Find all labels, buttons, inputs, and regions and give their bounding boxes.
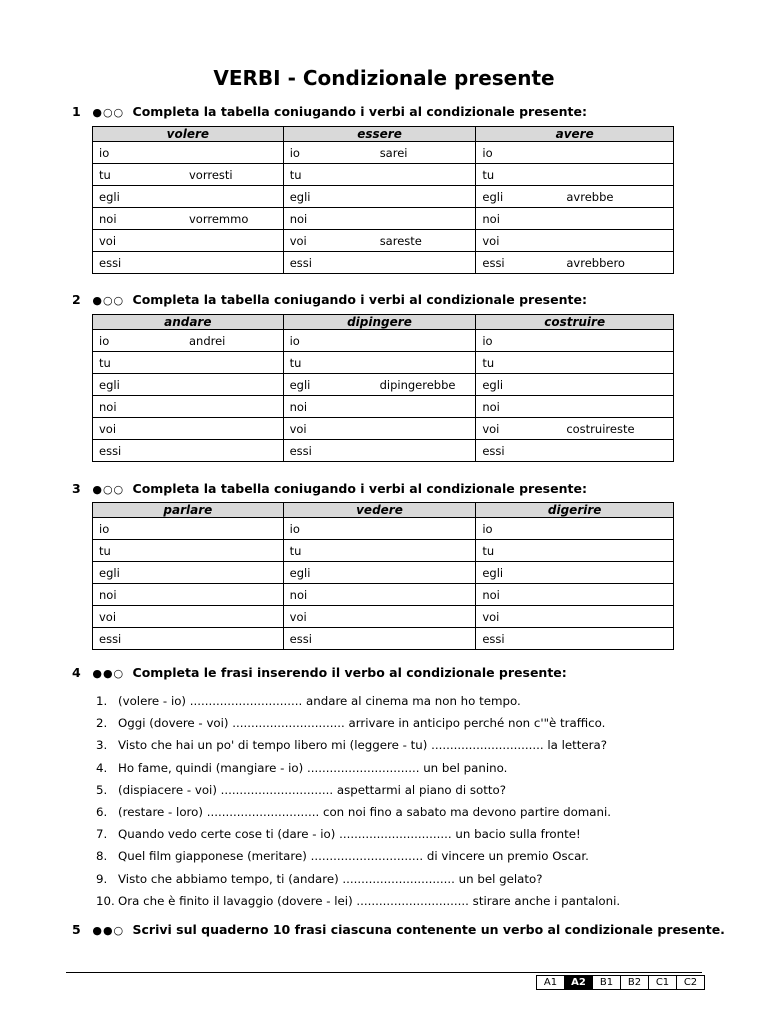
- sentence-text: Ora che è finito il lavaggio (dovere - lei) .............................. stirare anche i pantaloni.: [118, 893, 621, 908]
- pronoun-label: io: [482, 145, 493, 160]
- verb-form: dipingerebbe: [379, 377, 456, 392]
- footer-divider: [66, 972, 702, 973]
- conjugation-cell[interactable]: [283, 142, 476, 164]
- pronoun-label: tu: [99, 355, 111, 370]
- conjugation-cell[interactable]: [93, 186, 284, 208]
- pronoun-label: essi: [289, 255, 312, 270]
- conjugation-cell[interactable]: [283, 628, 476, 650]
- conjugation-cell[interactable]: [283, 540, 476, 562]
- conjugation-cell[interactable]: [283, 418, 476, 440]
- conjugation-table-1: [92, 126, 674, 274]
- sentence-number: 5.: [96, 782, 108, 797]
- pronoun-label: noi: [482, 587, 500, 602]
- pronoun-label: voi: [99, 609, 117, 624]
- level-badge: C2: [676, 976, 704, 989]
- exercise-number: 5: [72, 922, 81, 937]
- sentence-text: Visto che hai un po' di tempo libero mi (leggere - tu) .............................. la lettera?: [118, 738, 607, 753]
- pronoun-label: essi: [99, 443, 122, 458]
- list-item: [96, 734, 620, 756]
- conjugation-cell[interactable]: [283, 230, 476, 252]
- table-header-row: [93, 127, 674, 142]
- difficulty-dots-icon: ●○○: [92, 106, 125, 119]
- exercise-number: 2: [72, 292, 81, 307]
- difficulty-dots-icon: ●○○: [92, 483, 125, 496]
- pronoun-label: tu: [482, 355, 495, 370]
- conjugation-cell[interactable]: [93, 374, 284, 396]
- sentence-number: 9.: [96, 871, 108, 886]
- sentence-number: 1.: [96, 694, 108, 708]
- conjugation-cell[interactable]: [476, 208, 674, 230]
- pronoun-label: io: [99, 333, 110, 348]
- pronoun-label: egli: [289, 565, 311, 580]
- conjugation-cell[interactable]: [93, 540, 284, 562]
- conjugation-cell[interactable]: [93, 142, 284, 164]
- exercise-4-heading: [72, 665, 567, 680]
- pronoun-label: essi: [482, 443, 505, 458]
- table-row: [93, 252, 674, 274]
- pronoun-label: egli: [482, 377, 504, 392]
- pronoun-label: egli: [99, 565, 120, 580]
- pronoun-label: egli: [99, 189, 120, 204]
- pronoun-label: io: [482, 333, 493, 348]
- verb-header: volere: [93, 127, 284, 142]
- conjugation-cell[interactable]: [283, 584, 476, 606]
- verb-header: avere: [476, 127, 674, 142]
- conjugation-cell[interactable]: [476, 540, 674, 562]
- conjugation-cell[interactable]: [93, 252, 284, 274]
- conjugation-cell[interactable]: [476, 330, 674, 352]
- conjugation-cell[interactable]: [283, 562, 476, 584]
- exercise-1-heading: [72, 104, 587, 119]
- pronoun-label: tu: [289, 355, 302, 370]
- list-item: [96, 845, 620, 867]
- level-indicator: [536, 975, 705, 990]
- table-header-row: [93, 315, 674, 330]
- pronoun-label: tu: [289, 167, 302, 182]
- pronoun-label: io: [99, 521, 110, 536]
- verb-header: andare: [93, 315, 284, 330]
- conjugation-cell[interactable]: [476, 562, 674, 584]
- level-badge: A1: [543, 977, 558, 988]
- conjugation-cell[interactable]: [93, 396, 284, 418]
- verb-form: avrebbero: [566, 255, 625, 270]
- conjugation-cell[interactable]: [93, 628, 284, 650]
- list-item: [96, 868, 620, 890]
- sentence-number: 2.: [96, 716, 108, 731]
- conjugation-cell[interactable]: [476, 396, 674, 418]
- pronoun-label: essi: [289, 443, 312, 458]
- sentence-number: 7.: [96, 827, 108, 842]
- level-badge: B2: [620, 976, 648, 989]
- pronoun-label: voi: [482, 233, 500, 248]
- exercise-5-heading: [72, 922, 725, 937]
- sentence-text: (restare - loro) .............................. con noi fino a sabato ma devono partire domani.: [118, 804, 612, 819]
- exercise-number: 4: [72, 665, 81, 680]
- pronoun-label: noi: [289, 211, 308, 226]
- conjugation-cell[interactable]: [476, 418, 674, 440]
- table-row: [93, 142, 674, 164]
- sentence-text: Quel film giapponese (meritare) .............................. di vincere un premio Oscar.: [118, 849, 589, 864]
- table-header-row: [93, 503, 674, 518]
- conjugation-table-2: [92, 314, 674, 462]
- list-item: [96, 690, 620, 712]
- conjugation-cell[interactable]: [476, 628, 674, 650]
- level-badge: B1: [592, 976, 620, 989]
- conjugation-cell[interactable]: [93, 518, 284, 540]
- verb-form: avrebbe: [566, 189, 614, 204]
- pronoun-label: voi: [99, 421, 117, 436]
- conjugation-table-3: [92, 502, 674, 650]
- conjugation-cell[interactable]: [93, 562, 284, 584]
- conjugation-cell[interactable]: [93, 352, 284, 374]
- verb-form: sareste: [379, 233, 422, 248]
- pronoun-label: egli: [289, 189, 311, 204]
- conjugation-cell[interactable]: [283, 352, 476, 374]
- conjugation-cell[interactable]: [283, 606, 476, 628]
- table-row: [93, 352, 674, 374]
- pronoun-label: essi: [99, 255, 122, 270]
- conjugation-cell[interactable]: [93, 208, 284, 230]
- conjugation-cell[interactable]: [283, 330, 476, 352]
- pronoun-label: io: [289, 521, 300, 536]
- conjugation-cell[interactable]: [283, 186, 476, 208]
- sentence-text: Oggi (dovere - voi) .............................. arrivare in anticipo perché non c'"è traffico.: [118, 716, 606, 731]
- conjugation-cell[interactable]: [476, 352, 674, 374]
- sentence-text: Quando vedo certe cose ti (dare - io) .............................. un bacio sulla fronte!: [118, 827, 581, 842]
- sentence-number: 10.: [96, 893, 115, 908]
- pronoun-label: essi: [482, 255, 505, 270]
- pronoun-label: voi: [289, 421, 307, 436]
- pronoun-label: tu: [482, 543, 495, 558]
- pronoun-label: essi: [99, 631, 122, 646]
- pronoun-label: noi: [99, 587, 117, 602]
- exercise-instruction: Completa le frasi inserendo il verbo al condizionale presente:: [132, 665, 567, 680]
- verb-header: costruire: [476, 315, 674, 330]
- difficulty-dots-icon: ●○○: [92, 294, 125, 307]
- conjugation-cell[interactable]: [283, 208, 476, 230]
- pronoun-label: voi: [289, 609, 307, 624]
- pronoun-label: tu: [99, 167, 111, 182]
- exercise-2-heading: [72, 292, 587, 307]
- pronoun-label: essi: [482, 631, 505, 646]
- sentence-text: (volere - io) .............................. andare al cinema ma non ho tempo.: [118, 694, 521, 708]
- conjugation-cell[interactable]: [283, 396, 476, 418]
- conjugation-cell[interactable]: [283, 374, 476, 396]
- list-item: [96, 712, 620, 734]
- list-item: [96, 890, 620, 912]
- sentence-number: 3.: [96, 738, 108, 753]
- pronoun-label: essi: [289, 631, 312, 646]
- difficulty-dots-icon: ●●○: [92, 667, 125, 680]
- page-title: VERBI - Condizionale presente: [213, 66, 555, 90]
- pronoun-label: noi: [482, 399, 500, 414]
- pronoun-label: voi: [482, 609, 500, 624]
- pronoun-label: io: [289, 145, 300, 160]
- pronoun-label: io: [482, 521, 493, 536]
- pronoun-label: egli: [289, 377, 311, 392]
- verb-form: costruireste: [566, 421, 635, 436]
- verb-header: dipingere: [283, 315, 476, 330]
- conjugation-cell[interactable]: [476, 440, 674, 462]
- exercise-instruction: Scrivi sul quaderno 10 frasi ciascuna contenente un verbo al condizionale presente.: [132, 922, 725, 937]
- exercise-instruction: Completa la tabella coniugando i verbi al condizionale presente:: [132, 104, 587, 119]
- level-badge: A2: [564, 976, 592, 989]
- conjugation-cell[interactable]: [476, 374, 674, 396]
- table-row: [93, 208, 674, 230]
- list-item: [96, 779, 620, 801]
- sentence-number: 6.: [96, 804, 108, 819]
- sentence-text: (dispiacere - voi) .............................. aspettarmi al piano di sotto?: [118, 782, 507, 797]
- list-item: [96, 757, 620, 779]
- table-row: [93, 628, 674, 650]
- verb-header: parlare: [93, 503, 284, 518]
- sentence-number: 4.: [96, 760, 108, 775]
- pronoun-label: io: [289, 333, 300, 348]
- conjugation-cell[interactable]: [283, 440, 476, 462]
- pronoun-label: tu: [482, 167, 495, 182]
- exercise-number: 3: [72, 481, 81, 496]
- verb-form: vorremmo: [189, 211, 249, 226]
- conjugation-cell[interactable]: [93, 440, 284, 462]
- table-row: [93, 230, 674, 252]
- table-row: [93, 396, 674, 418]
- list-item: [96, 823, 620, 845]
- conjugation-cell[interactable]: [476, 230, 674, 252]
- table-row: [93, 186, 674, 208]
- conjugation-cell[interactable]: [476, 142, 674, 164]
- pronoun-label: voi: [289, 233, 307, 248]
- conjugation-cell[interactable]: [93, 418, 284, 440]
- pronoun-label: noi: [289, 399, 308, 414]
- table-row: [93, 518, 674, 540]
- table-row: [93, 164, 674, 186]
- verb-header: vedere: [283, 503, 476, 518]
- conjugation-cell[interactable]: [93, 230, 284, 252]
- verb-form: sarei: [379, 145, 408, 160]
- table-row: [93, 606, 674, 628]
- conjugation-cell[interactable]: [476, 584, 674, 606]
- table-row: [93, 330, 674, 352]
- table-row: [93, 374, 674, 396]
- exercise-instruction: Completa la tabella coniugando i verbi al condizionale presente:: [132, 292, 587, 307]
- table-row: [93, 440, 674, 462]
- exercise-instruction: Completa la tabella coniugando i verbi al condizionale presente:: [132, 481, 587, 496]
- table-row: [93, 418, 674, 440]
- pronoun-label: noi: [482, 211, 500, 226]
- pronoun-label: voi: [482, 421, 500, 436]
- sentence-text: Ho fame, quindi (mangiare - io) .............................. un bel panino.: [118, 760, 508, 775]
- verb-form: vorresti: [189, 167, 233, 182]
- list-item: [96, 801, 620, 823]
- sentence-list: [96, 690, 620, 912]
- pronoun-label: noi: [99, 399, 117, 414]
- table-row: [93, 562, 674, 584]
- verb-header: essere: [283, 127, 476, 142]
- pronoun-label: tu: [99, 543, 111, 558]
- conjugation-cell[interactable]: [93, 330, 284, 352]
- pronoun-label: noi: [289, 587, 308, 602]
- conjugation-cell[interactable]: [93, 584, 284, 606]
- table-row: [93, 584, 674, 606]
- verb-form: andrei: [189, 333, 226, 348]
- exercise-number: 1: [72, 104, 81, 119]
- conjugation-cell[interactable]: [476, 252, 674, 274]
- conjugation-cell[interactable]: [476, 606, 674, 628]
- level-badge: C1: [648, 976, 676, 989]
- conjugation-cell[interactable]: [283, 252, 476, 274]
- conjugation-cell[interactable]: [476, 164, 674, 186]
- pronoun-label: egli: [482, 189, 504, 204]
- conjugation-cell[interactable]: [476, 518, 674, 540]
- difficulty-dots-icon: ●●○: [92, 924, 125, 937]
- conjugation-cell[interactable]: [93, 164, 284, 186]
- pronoun-label: io: [99, 145, 110, 160]
- exercise-3-heading: [72, 481, 587, 496]
- pronoun-label: egli: [482, 565, 504, 580]
- conjugation-cell[interactable]: [93, 606, 284, 628]
- conjugation-cell[interactable]: [476, 186, 674, 208]
- pronoun-label: egli: [99, 377, 120, 392]
- sentence-text: Visto che abbiamo tempo, ti (andare) .............................. un bel gelato?: [118, 871, 543, 886]
- table-row: [93, 540, 674, 562]
- conjugation-cell[interactable]: [283, 164, 476, 186]
- sentence-number: 8.: [96, 849, 108, 864]
- conjugation-cell[interactable]: [283, 518, 476, 540]
- pronoun-label: voi: [99, 233, 117, 248]
- pronoun-label: noi: [99, 211, 117, 226]
- pronoun-label: tu: [289, 543, 302, 558]
- verb-header: digerire: [476, 503, 674, 518]
